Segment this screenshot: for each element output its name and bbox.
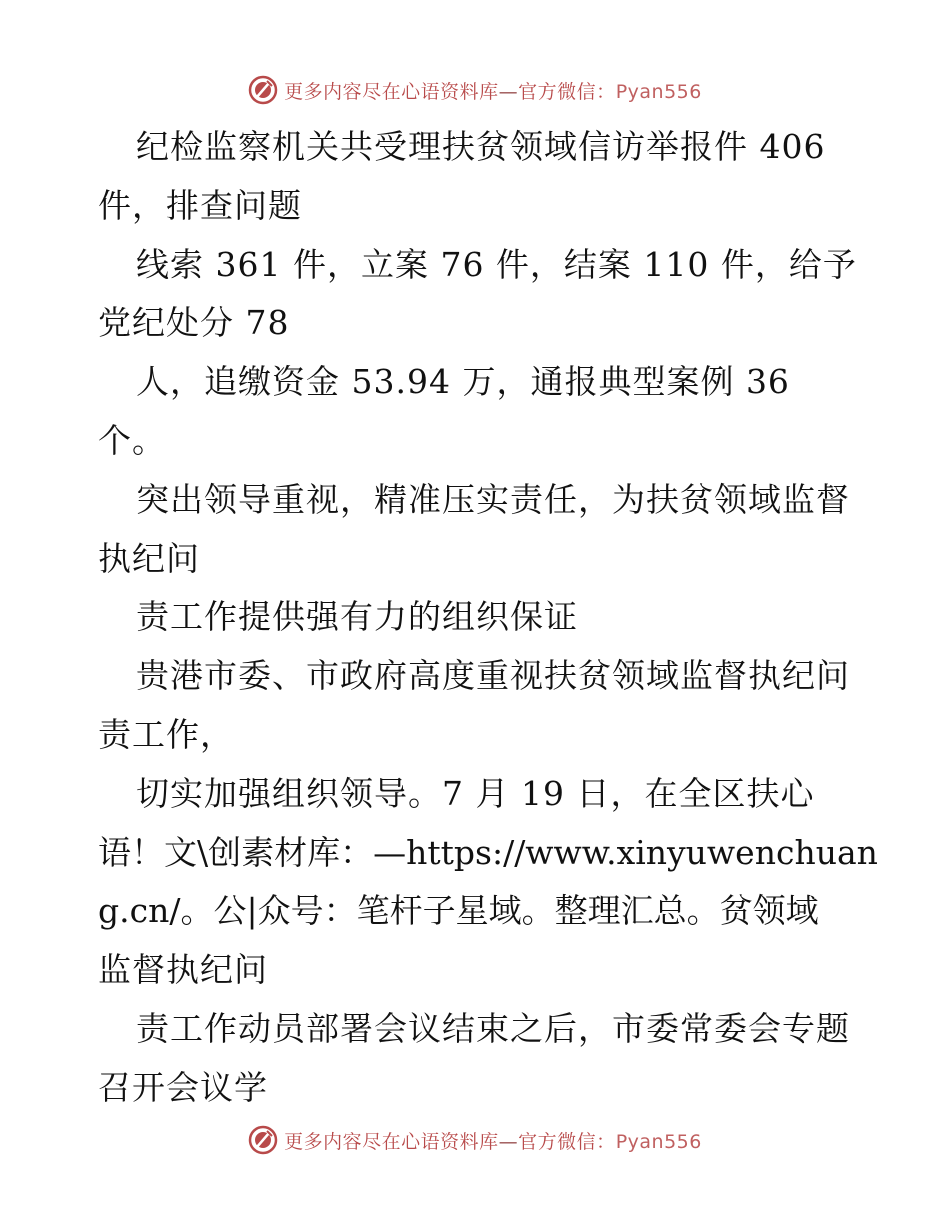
text-line: 责工作动员部署会议结束之后，市委常委会专题 <box>136 1008 850 1048</box>
pen-seal-icon <box>248 1125 278 1155</box>
document-body <box>98 118 878 1118</box>
pen-seal-icon <box>248 75 278 105</box>
text-line: 贵港市委、市政府高度重视扶贫领域监督执纪问 <box>136 656 850 696</box>
text-line: 责工作提供强有力的组织保证 <box>136 597 578 637</box>
text-line: 人，追缴资金 53.94 万，通报典型案例 36 <box>136 362 790 402</box>
text-line: 召开会议学 <box>98 1067 268 1107</box>
text-line: 突出领导重视，精准压实责任，为扶贫领域监督 <box>136 479 850 519</box>
text-line: 线索 361 件，立案 76 件，结案 110 件，给予 <box>136 244 857 284</box>
text-line: 监督执纪问 <box>98 950 268 990</box>
text-line: 责工作， <box>98 714 234 754</box>
text-line: 执纪问 <box>98 538 200 578</box>
text-line: 纪检监察机关共受理扶贫领域信访举报件 406 <box>136 127 826 166</box>
header-banner <box>0 70 950 110</box>
footer-banner-text: 更多内容尽在心语资料库—官方微信：Pyan556 <box>284 1130 702 1153</box>
text-line: 个。 <box>98 420 166 460</box>
text-line: 件，排查问题 <box>98 185 302 225</box>
footer-banner <box>0 1120 950 1160</box>
text-line: 切实加强组织领导。7 月 19 日，在全区扶心 <box>136 773 815 813</box>
text-line: g.cn/。公|众号：笔杆子星域。整理汇总。贫领域 <box>98 891 819 931</box>
text-line: 语！文\创素材库：—https://www.xinyuwenchuan <box>98 832 878 872</box>
header-banner-text: 更多内容尽在心语资料库—官方微信：Pyan556 <box>284 80 702 103</box>
text-line: 党纪处分 78 <box>98 303 290 343</box>
